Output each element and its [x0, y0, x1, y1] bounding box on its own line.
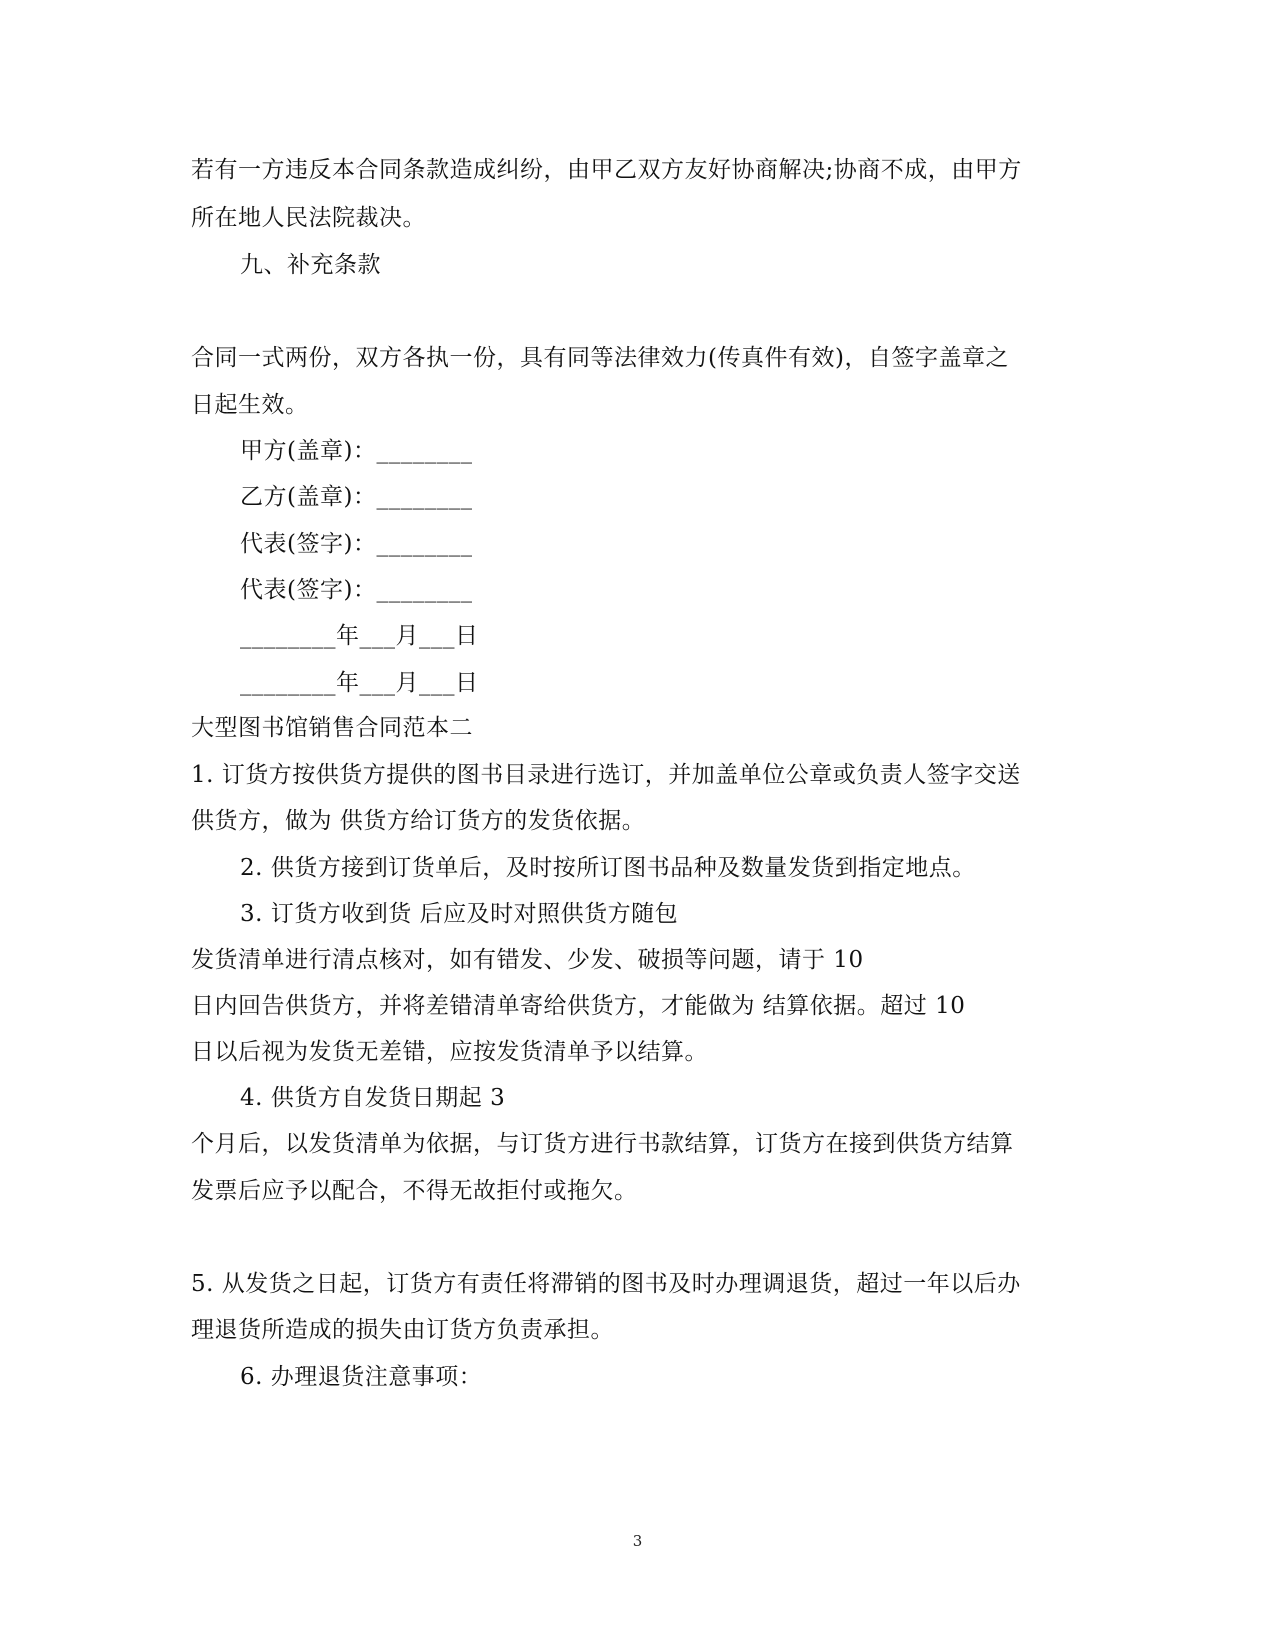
- text-line: 3. 订货方收到货 后应及时对照供货方随包: [240, 901, 679, 927]
- text-line: 日内回告供货方，并将差错清单寄给供货方，才能做为 结算依据。超过 10: [191, 993, 966, 1019]
- section-heading: 九、补充条款: [240, 252, 381, 278]
- signature-line: 代表(签字)：________: [240, 531, 473, 557]
- text-line: 5. 从发货之日起，订货方有责任将滞销的图书及时办理调退货，超过一年以后办: [191, 1271, 1021, 1297]
- text-line: 发货清单进行清点核对，如有错发、少发、破损等问题，请于 10: [191, 947, 864, 973]
- page-number: 3: [632, 1532, 643, 1550]
- date-line: ________年___月___日: [240, 670, 479, 696]
- document-title: 大型图书馆销售合同范本二: [191, 715, 473, 741]
- text-line: 4. 供货方自发货日期起 3: [240, 1085, 506, 1111]
- signature-line: 甲方(盖章)：________: [240, 438, 473, 464]
- text-line: 所在地人民法院裁决。: [191, 205, 426, 231]
- text-line: 发票后应予以配合，不得无故拒付或拖欠。: [191, 1178, 638, 1204]
- text-line: 理退货所造成的损失由订货方负责承担。: [191, 1317, 614, 1343]
- text-line: 日以后视为发货无差错，应按发货清单予以结算。: [191, 1039, 708, 1065]
- text-line: 1. 订货方按供货方提供的图书目录进行选订，并加盖单位公章或负责人签字交送: [191, 762, 1021, 788]
- signature-line: 代表(签字)：________: [240, 577, 473, 603]
- date-line: ________年___月___日: [240, 623, 479, 649]
- text-line: 若有一方违反本合同条款造成纠纷，由甲乙双方友好协商解决;协商不成，由甲方: [191, 157, 1022, 183]
- text-line: 个月后，以发货清单为依据，与订货方进行书款结算，订货方在接到供货方结算: [191, 1131, 1014, 1157]
- text-line: 合同一式两份，双方各执一份，具有同等法律效力(传真件有效)，自签字盖章之: [191, 345, 1009, 371]
- signature-line: 乙方(盖章)：________: [240, 484, 473, 510]
- text-line: 6. 办理退货注意事项：: [240, 1364, 483, 1390]
- text-line: 2. 供货方接到订货单后，及时按所订图书品种及数量发货到指定地点。: [240, 855, 976, 881]
- text-line: 供货方，做为 供货方给订货方的发货依据。: [191, 808, 646, 834]
- text-line: 日起生效。: [191, 392, 309, 418]
